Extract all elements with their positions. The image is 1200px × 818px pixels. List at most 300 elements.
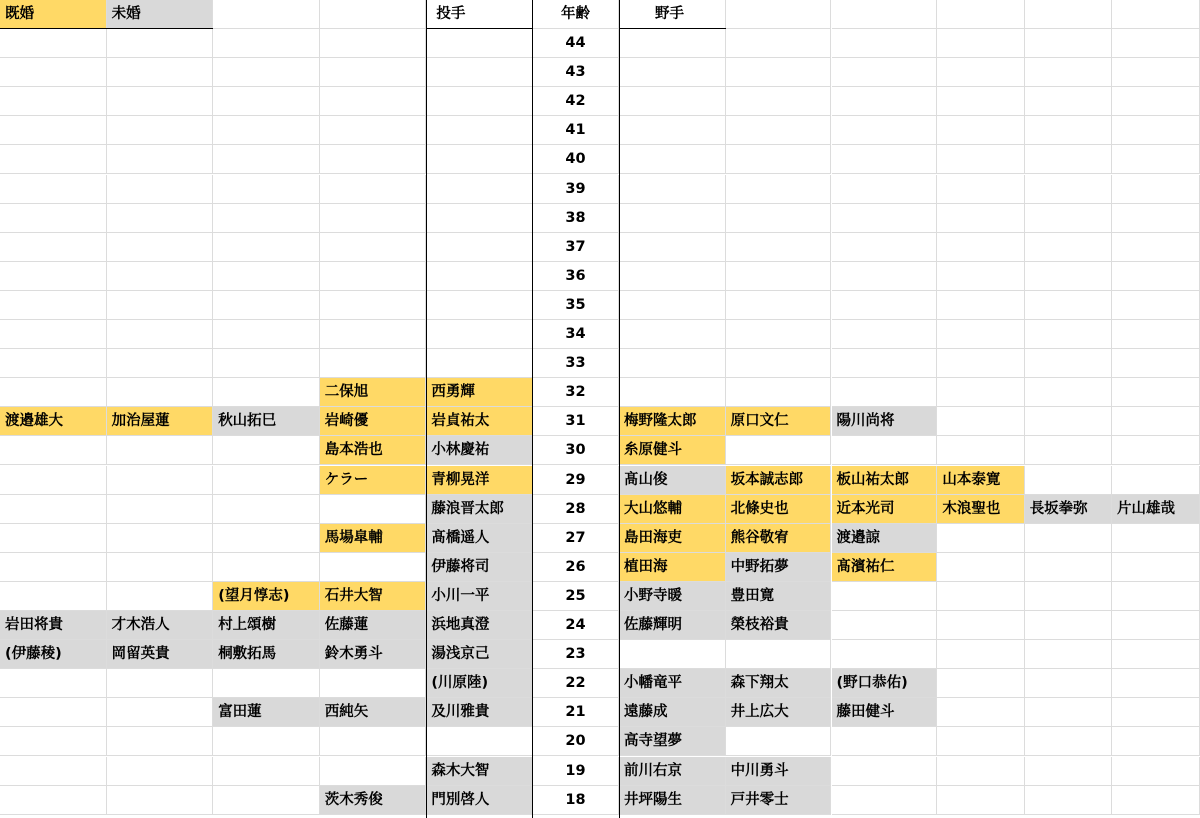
empty-cell[interactable] [726,378,832,407]
empty-cell[interactable] [1112,204,1200,233]
empty-cell[interactable] [107,29,214,58]
empty-cell[interactable] [0,727,107,756]
empty-cell[interactable] [726,262,832,291]
pitcher-cell[interactable]: 髙橋遥人 [426,524,533,553]
pitcher-cell[interactable]: 西純矢 [320,698,427,727]
empty-cell[interactable] [832,436,938,465]
empty-cell[interactable] [213,669,320,698]
empty-cell[interactable] [1112,582,1200,611]
empty-cell[interactable] [320,145,427,174]
empty-cell[interactable] [619,640,726,669]
pitcher-cell[interactable]: 佐藤蓮 [320,611,427,640]
empty-cell[interactable] [1112,466,1200,495]
age-cell[interactable]: 37 [533,233,619,262]
empty-cell[interactable] [426,204,533,233]
empty-cell[interactable] [213,727,320,756]
empty-cell[interactable] [937,582,1024,611]
empty-cell[interactable] [426,87,533,116]
age-cell[interactable]: 27 [533,524,619,553]
empty-cell[interactable] [832,262,938,291]
age-cell[interactable]: 39 [533,175,619,204]
pitcher-cell[interactable]: 加治屋蓮 [107,407,214,436]
fielder-cell[interactable]: 板山祐太郎 [832,466,938,495]
empty-cell[interactable] [726,640,832,669]
fielder-cell[interactable]: 陽川尚将 [832,407,938,436]
empty-cell[interactable] [0,495,107,524]
empty-cell[interactable] [1025,786,1112,815]
empty-cell[interactable] [1025,553,1112,582]
empty-cell[interactable] [107,698,214,727]
age-cell[interactable]: 34 [533,320,619,349]
fielder-cell[interactable]: (野口恭佑) [832,669,938,698]
empty-cell[interactable] [1112,786,1200,815]
pitcher-cell[interactable]: (望月惇志) [213,582,320,611]
empty-cell[interactable] [1025,145,1112,174]
empty-cell[interactable] [1112,698,1200,727]
empty-cell[interactable] [0,669,107,698]
empty-cell[interactable] [832,29,938,58]
age-cell[interactable]: 26 [533,553,619,582]
empty-cell[interactable] [320,0,427,29]
empty-cell[interactable] [832,116,938,145]
empty-cell[interactable] [726,175,832,204]
fielder-cell[interactable]: 榮枝裕貴 [726,611,832,640]
empty-cell[interactable] [832,640,938,669]
pitcher-cell[interactable]: 渡邉雄大 [0,407,107,436]
age-cell[interactable]: 21 [533,698,619,727]
empty-cell[interactable] [832,87,938,116]
empty-cell[interactable] [1025,582,1112,611]
empty-cell[interactable] [1112,669,1200,698]
empty-cell[interactable] [937,116,1024,145]
empty-cell[interactable] [1025,116,1112,145]
empty-cell[interactable] [426,29,533,58]
empty-cell[interactable] [1025,349,1112,378]
empty-cell[interactable] [213,87,320,116]
empty-cell[interactable] [426,262,533,291]
pitcher-cell[interactable]: 浜地真澄 [426,611,533,640]
empty-cell[interactable] [1025,262,1112,291]
empty-cell[interactable] [1112,727,1200,756]
empty-cell[interactable] [107,145,214,174]
empty-cell[interactable] [619,145,726,174]
empty-cell[interactable] [937,640,1024,669]
empty-cell[interactable] [619,262,726,291]
age-cell[interactable]: 38 [533,204,619,233]
empty-cell[interactable] [1112,757,1200,786]
empty-cell[interactable] [107,786,214,815]
empty-cell[interactable] [937,320,1024,349]
empty-cell[interactable] [213,291,320,320]
age-cell[interactable]: 35 [533,291,619,320]
fielder-cell[interactable]: 原口文仁 [726,407,832,436]
fielder-cell[interactable]: 中野拓夢 [726,553,832,582]
empty-cell[interactable] [320,29,427,58]
empty-cell[interactable] [619,233,726,262]
empty-cell[interactable] [1025,233,1112,262]
pitcher-cell[interactable]: 湯浅京己 [426,640,533,669]
fielder-cell[interactable]: 井上広大 [726,698,832,727]
empty-cell[interactable] [937,436,1024,465]
empty-cell[interactable] [937,349,1024,378]
empty-cell[interactable] [832,611,938,640]
empty-cell[interactable] [213,175,320,204]
empty-cell[interactable] [619,175,726,204]
age-cell[interactable]: 41 [533,116,619,145]
empty-cell[interactable] [619,291,726,320]
empty-cell[interactable] [320,233,427,262]
pitcher-cell[interactable]: 秋山拓巳 [213,407,320,436]
empty-cell[interactable] [213,349,320,378]
empty-cell[interactable] [832,145,938,174]
fielder-cell[interactable]: 小幡竜平 [619,669,726,698]
header-married[interactable]: 既婚 [0,0,107,29]
empty-cell[interactable] [1025,669,1112,698]
empty-cell[interactable] [213,0,320,29]
empty-cell[interactable] [107,58,214,87]
empty-cell[interactable] [426,291,533,320]
empty-cell[interactable] [937,175,1024,204]
empty-cell[interactable] [1025,58,1112,87]
empty-cell[interactable] [0,436,107,465]
empty-cell[interactable] [1112,29,1200,58]
fielder-cell[interactable]: 小野寺暖 [619,582,726,611]
empty-cell[interactable] [213,233,320,262]
fielder-cell[interactable]: 佐藤輝明 [619,611,726,640]
header-fielder[interactable]: 野手 [619,0,726,29]
fielder-cell[interactable]: 近本光司 [832,495,938,524]
pitcher-cell[interactable]: 小川一平 [426,582,533,611]
empty-cell[interactable] [426,320,533,349]
empty-cell[interactable] [320,204,427,233]
fielder-cell[interactable]: 髙山俊 [619,466,726,495]
pitcher-cell[interactable]: 岩貞祐太 [426,407,533,436]
fielder-cell[interactable]: 梅野隆太郎 [619,407,726,436]
empty-cell[interactable] [619,87,726,116]
pitcher-cell[interactable]: 富田蓮 [213,698,320,727]
empty-cell[interactable] [320,58,427,87]
empty-cell[interactable] [619,58,726,87]
empty-cell[interactable] [1025,698,1112,727]
empty-cell[interactable] [726,29,832,58]
pitcher-cell[interactable]: 岡留英貴 [107,640,214,669]
empty-cell[interactable] [937,87,1024,116]
empty-cell[interactable] [937,407,1024,436]
empty-cell[interactable] [1025,204,1112,233]
pitcher-cell[interactable]: 青柳晃洋 [426,466,533,495]
empty-cell[interactable] [937,698,1024,727]
empty-cell[interactable] [1112,291,1200,320]
fielder-cell[interactable]: 糸原健斗 [619,436,726,465]
pitcher-cell[interactable]: 門別啓人 [426,786,533,815]
fielder-cell[interactable]: 植田海 [619,553,726,582]
empty-cell[interactable] [107,669,214,698]
pitcher-cell[interactable]: 鈴木勇斗 [320,640,427,669]
age-cell[interactable]: 44 [533,29,619,58]
empty-cell[interactable] [1025,524,1112,553]
empty-cell[interactable] [213,757,320,786]
pitcher-cell[interactable]: 及川雅貴 [426,698,533,727]
empty-cell[interactable] [320,291,427,320]
age-cell[interactable]: 28 [533,495,619,524]
empty-cell[interactable] [937,58,1024,87]
fielder-cell[interactable]: 遠藤成 [619,698,726,727]
empty-cell[interactable] [0,87,107,116]
fielder-cell[interactable]: 山本泰寛 [937,466,1024,495]
empty-cell[interactable] [1112,524,1200,553]
empty-cell[interactable] [213,466,320,495]
empty-cell[interactable] [1025,407,1112,436]
age-cell[interactable]: 33 [533,349,619,378]
pitcher-cell[interactable]: (川原陸) [426,669,533,698]
pitcher-cell[interactable]: 二保旭 [320,378,427,407]
empty-cell[interactable] [213,524,320,553]
age-cell[interactable]: 36 [533,262,619,291]
pitcher-cell[interactable]: 石井大智 [320,582,427,611]
empty-cell[interactable] [937,145,1024,174]
empty-cell[interactable] [1112,145,1200,174]
fielder-cell[interactable]: 大山悠輔 [619,495,726,524]
empty-cell[interactable] [0,29,107,58]
empty-cell[interactable] [832,291,938,320]
fielder-cell[interactable]: 片山雄哉 [1112,495,1200,524]
empty-cell[interactable] [1112,116,1200,145]
empty-cell[interactable] [832,0,938,29]
empty-cell[interactable] [619,204,726,233]
empty-cell[interactable] [1112,349,1200,378]
empty-cell[interactable] [726,145,832,174]
empty-cell[interactable] [1025,757,1112,786]
empty-cell[interactable] [213,320,320,349]
empty-cell[interactable] [1025,320,1112,349]
empty-cell[interactable] [426,233,533,262]
empty-cell[interactable] [0,757,107,786]
age-cell[interactable]: 29 [533,466,619,495]
empty-cell[interactable] [619,29,726,58]
empty-cell[interactable] [726,233,832,262]
fielder-cell[interactable]: 木浪聖也 [937,495,1024,524]
empty-cell[interactable] [107,262,214,291]
empty-cell[interactable] [320,116,427,145]
empty-cell[interactable] [320,262,427,291]
empty-cell[interactable] [937,0,1024,29]
age-cell[interactable]: 18 [533,786,619,815]
empty-cell[interactable] [320,669,427,698]
age-cell[interactable]: 40 [533,145,619,174]
empty-cell[interactable] [832,786,938,815]
empty-cell[interactable] [1025,640,1112,669]
empty-cell[interactable] [107,378,214,407]
pitcher-cell[interactable]: 島本浩也 [320,436,427,465]
empty-cell[interactable] [1112,436,1200,465]
empty-cell[interactable] [320,495,427,524]
empty-cell[interactable] [619,116,726,145]
empty-cell[interactable] [726,320,832,349]
empty-cell[interactable] [213,495,320,524]
empty-cell[interactable] [107,757,214,786]
empty-cell[interactable] [213,204,320,233]
empty-cell[interactable] [320,175,427,204]
empty-cell[interactable] [832,233,938,262]
empty-cell[interactable] [426,349,533,378]
empty-cell[interactable] [726,349,832,378]
pitcher-cell[interactable]: 岩崎優 [320,407,427,436]
empty-cell[interactable] [1025,436,1112,465]
empty-cell[interactable] [0,786,107,815]
empty-cell[interactable] [937,553,1024,582]
empty-cell[interactable] [726,87,832,116]
empty-cell[interactable] [1112,0,1200,29]
pitcher-cell[interactable]: 茨木秀俊 [320,786,427,815]
empty-cell[interactable] [0,582,107,611]
fielder-cell[interactable]: 髙濱祐仁 [832,553,938,582]
empty-cell[interactable] [726,116,832,145]
empty-cell[interactable] [1112,640,1200,669]
pitcher-cell[interactable]: (伊藤稜) [0,640,107,669]
empty-cell[interactable] [213,29,320,58]
age-cell[interactable]: 43 [533,58,619,87]
empty-cell[interactable] [213,786,320,815]
empty-cell[interactable] [0,378,107,407]
fielder-cell[interactable]: 島田海吏 [619,524,726,553]
age-cell[interactable]: 25 [533,582,619,611]
empty-cell[interactable] [726,291,832,320]
empty-cell[interactable] [0,553,107,582]
pitcher-cell[interactable]: 才木浩人 [107,611,214,640]
pitcher-cell[interactable]: 森木大智 [426,757,533,786]
header-unmarried[interactable]: 未婚 [107,0,214,29]
empty-cell[interactable] [107,175,214,204]
empty-cell[interactable] [320,727,427,756]
empty-cell[interactable] [320,757,427,786]
fielder-cell[interactable]: 戸井零士 [726,786,832,815]
empty-cell[interactable] [107,116,214,145]
fielder-cell[interactable]: 渡邉諒 [832,524,938,553]
empty-cell[interactable] [1025,466,1112,495]
empty-cell[interactable] [107,204,214,233]
empty-cell[interactable] [1025,611,1112,640]
empty-cell[interactable] [937,727,1024,756]
empty-cell[interactable] [832,378,938,407]
empty-cell[interactable] [0,466,107,495]
empty-cell[interactable] [1112,233,1200,262]
empty-cell[interactable] [1112,175,1200,204]
empty-cell[interactable] [213,436,320,465]
empty-cell[interactable] [619,349,726,378]
empty-cell[interactable] [320,349,427,378]
fielder-cell[interactable]: 長坂拳弥 [1025,495,1112,524]
fielder-cell[interactable]: 井坪陽生 [619,786,726,815]
empty-cell[interactable] [832,320,938,349]
age-cell[interactable]: 20 [533,727,619,756]
empty-cell[interactable] [937,29,1024,58]
empty-cell[interactable] [0,58,107,87]
empty-cell[interactable] [832,204,938,233]
empty-cell[interactable] [832,175,938,204]
fielder-cell[interactable]: 坂本誠志郎 [726,466,832,495]
empty-cell[interactable] [0,204,107,233]
empty-cell[interactable] [107,233,214,262]
empty-cell[interactable] [832,727,938,756]
age-cell[interactable]: 42 [533,87,619,116]
empty-cell[interactable] [1112,262,1200,291]
empty-cell[interactable] [320,320,427,349]
empty-cell[interactable] [320,87,427,116]
empty-cell[interactable] [619,378,726,407]
empty-cell[interactable] [107,436,214,465]
pitcher-cell[interactable]: 岩田将貴 [0,611,107,640]
empty-cell[interactable] [0,116,107,145]
age-cell[interactable]: 23 [533,640,619,669]
empty-cell[interactable] [0,320,107,349]
empty-cell[interactable] [937,204,1024,233]
empty-cell[interactable] [107,320,214,349]
pitcher-cell[interactable]: 伊藤将司 [426,553,533,582]
empty-cell[interactable] [1025,29,1112,58]
pitcher-cell[interactable]: 西勇輝 [426,378,533,407]
empty-cell[interactable] [1025,175,1112,204]
empty-cell[interactable] [107,466,214,495]
empty-cell[interactable] [1112,553,1200,582]
empty-cell[interactable] [426,116,533,145]
empty-cell[interactable] [107,349,214,378]
header-pitcher[interactable]: 投手 [426,0,533,29]
age-cell[interactable]: 30 [533,436,619,465]
empty-cell[interactable] [0,175,107,204]
empty-cell[interactable] [726,727,832,756]
empty-cell[interactable] [937,233,1024,262]
pitcher-cell[interactable]: 小林慶祐 [426,436,533,465]
empty-cell[interactable] [1025,291,1112,320]
pitcher-cell[interactable]: 桐敷拓馬 [213,640,320,669]
fielder-cell[interactable]: 中川勇斗 [726,757,832,786]
empty-cell[interactable] [213,553,320,582]
empty-cell[interactable] [1112,58,1200,87]
empty-cell[interactable] [107,727,214,756]
pitcher-cell[interactable]: 馬場皐輔 [320,524,427,553]
empty-cell[interactable] [426,175,533,204]
empty-cell[interactable] [0,349,107,378]
fielder-cell[interactable]: 熊谷敬宥 [726,524,832,553]
empty-cell[interactable] [726,204,832,233]
empty-cell[interactable] [107,495,214,524]
age-cell[interactable]: 24 [533,611,619,640]
fielder-cell[interactable]: 前川右京 [619,757,726,786]
empty-cell[interactable] [0,291,107,320]
empty-cell[interactable] [107,553,214,582]
pitcher-cell[interactable]: 村上頌樹 [213,611,320,640]
empty-cell[interactable] [937,291,1024,320]
empty-cell[interactable] [1025,727,1112,756]
fielder-cell[interactable]: 森下翔太 [726,669,832,698]
empty-cell[interactable] [213,262,320,291]
age-cell[interactable]: 19 [533,757,619,786]
empty-cell[interactable] [107,524,214,553]
age-cell[interactable]: 32 [533,378,619,407]
empty-cell[interactable] [1112,611,1200,640]
empty-cell[interactable] [320,553,427,582]
empty-cell[interactable] [1112,320,1200,349]
empty-cell[interactable] [426,145,533,174]
empty-cell[interactable] [1025,0,1112,29]
empty-cell[interactable] [832,582,938,611]
empty-cell[interactable] [213,378,320,407]
empty-cell[interactable] [937,262,1024,291]
empty-cell[interactable] [726,58,832,87]
empty-cell[interactable] [726,0,832,29]
empty-cell[interactable] [726,436,832,465]
empty-cell[interactable] [1112,87,1200,116]
